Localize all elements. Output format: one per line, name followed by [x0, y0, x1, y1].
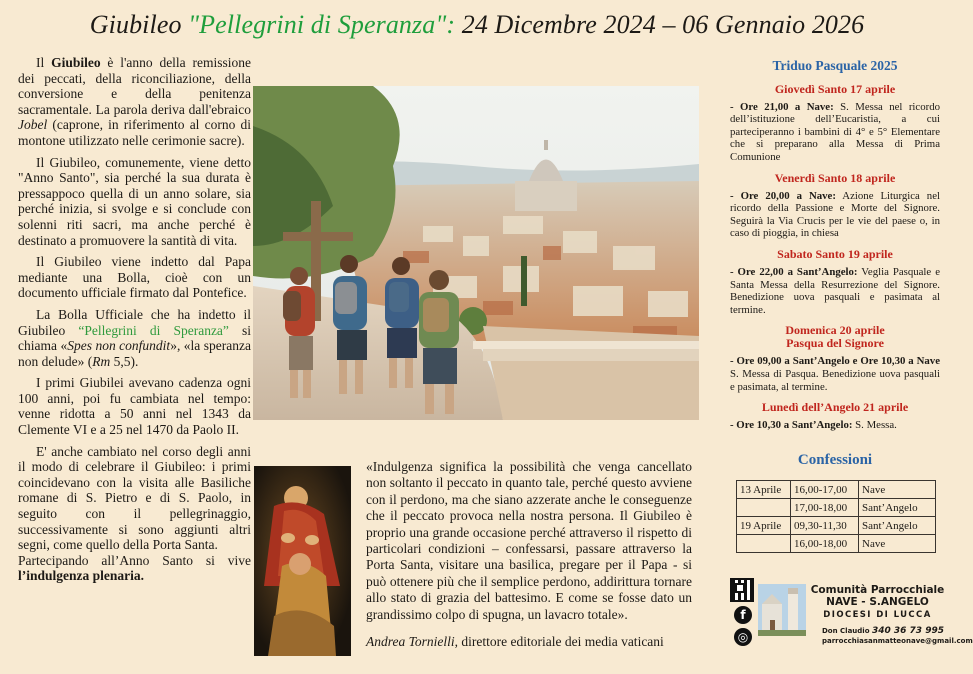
conf-time: 16,00-17,00	[791, 481, 859, 499]
intro-paragraph: Il Giubileo viene indetto dal Papa mediante una Bolla, cioè con un documento ufficiale firmato dal Pontefice.	[18, 254, 251, 301]
page-title	[0, 10, 954, 40]
confessioni-table	[736, 480, 936, 553]
day-event: - Ore 21,00 a Nave: S. Messa nel ricordo dell’istituzione dell’Eucaristia, a cui parteciperanno i bambini di 4° e 5° Elementare che si preparano alla Messa di Prima Comunione	[730, 100, 940, 163]
conf-place: Nave	[859, 481, 936, 499]
intro-paragraph: La Bolla Ufficiale che ha indetto il Giubileo “Pellegrini di Speranza” si chiama «Spes non confundit», «la speranza non delude» (Rm 5,5).	[18, 306, 251, 369]
table-row	[737, 517, 936, 535]
bolla-name: “Pellegrini di Speranza”	[78, 322, 229, 338]
intro-paragraph-final: Partecipando all’Anno Santo si vive l’indulgenza plenaria.	[18, 552, 251, 584]
contact-email[interactable]: parrocchiasanmatteonave@gmail.com	[822, 637, 973, 645]
triduo-title: Triduo Pasquale 2025	[772, 58, 898, 73]
contact-phone[interactable]: 340 36 73 995	[871, 626, 944, 636]
conf-date: 19 Aprile	[737, 517, 791, 535]
church-photo	[758, 584, 806, 636]
day-heading: Lunedì dell’Angelo 21 aprile	[761, 400, 909, 415]
day-event: - Ore 10,30 a Sant’Angelo: S. Messa.	[730, 419, 897, 432]
conf-time: 09,30-11,30	[791, 517, 859, 535]
community-name: Comunità Parrocchiale NAVE - S.ANGELO DIOCESI DI LUCCA	[810, 584, 945, 620]
intro-column	[18, 55, 251, 590]
confessioni-title: Confessioni	[797, 452, 873, 468]
contact-name: Don Claudio	[822, 627, 870, 635]
conf-date	[737, 535, 791, 553]
conf-date	[737, 499, 791, 517]
title-prefix: Giubileo	[89, 10, 189, 39]
facebook-icon[interactable]: f	[734, 606, 752, 624]
intro-paragraph: E' anche cambiato nel corso degli anni il modo di celebrare il Giubileo: i primi coincidevano con la visita alle Basiliche romane di S. Pietro e di S. Paolo, in seguito con il pellegrinaggio, successivamente si sono aggiunti altri segni, come quello della Porta Santa.	[18, 443, 251, 553]
conf-time: 17,00-18,00	[791, 499, 859, 517]
day-heading: Domenica 20 aprile Pasqua del Signore	[785, 323, 885, 351]
conf-time: 16,00-18,00	[791, 535, 859, 553]
day-event: - Ore 22,00 a Sant’Angelo: Veglia Pasquale e Santa Messa della Resurrezione del Signore. Benedizione uova pasquali e pasimata al termine.	[730, 265, 940, 316]
quote-author-name: Andrea Tornielli	[366, 634, 455, 649]
prodigal-son-painting	[254, 466, 351, 656]
day-event: - Ore 20,00 a Nave: Azione Liturgica nel ricordo della Passione e Morte del Signore. Seguirà la Via Crucis per le vie del paese o, in caso di pioggia, in chiesa	[730, 189, 940, 240]
parish-footer	[730, 578, 973, 666]
day-heading: Giovedì Santo 17 aprile	[774, 81, 896, 96]
table-row	[737, 481, 936, 499]
day-heading: Sabato Santo 19 aprile	[777, 246, 893, 261]
day-heading: Venerdì Santo 18 aprile	[774, 170, 896, 185]
intro-paragraph: Il Giubileo, comunemente, viene detto "Anno Santo", sia perché la sua durata è pressappoco quella di un anno solare, sia perché inizia, si svolge e si conclude con solenni riti sacri, ma anche perché è destinato a promuovere la santità di vita.	[18, 154, 251, 248]
qr-code-icon[interactable]	[730, 578, 754, 602]
quote-author-role: , direttore editoriale dei media vaticani	[454, 634, 664, 649]
conf-date: 13 Aprile	[737, 481, 791, 499]
title-dates: 24 Dicembre 2024 – 06 Gennaio 2026	[455, 10, 865, 39]
conf-place: Sant’Angelo	[859, 499, 936, 517]
triduo-column	[730, 60, 940, 440]
conf-place: Nave	[859, 535, 936, 553]
day-event: - Ore 09,00 a Sant’Angelo e Ore 10,30 a Nave S. Messa di Pasqua. Benedizione uova pasquali e pasimata, al termine.	[730, 355, 940, 393]
table-row	[737, 535, 936, 553]
intro-paragraph: I primi Giubilei avevano cadenza ogni 100 anni, poi fu cambiata nel tempo: venne ridotta a 50 anni nel 1343 da Clemente VI e a 25 nel 1470 da Paolo II.	[18, 375, 251, 438]
quote-author	[366, 634, 696, 650]
contact-info	[822, 626, 973, 646]
intro-paragraph: Il Giubileo è l'anno della remissione dei peccati, della riconciliazione, della conversione e della penitenza sacramentale. La parola deriva dall'ebraico Jobel (caprone, in riferimento al corno di montone utilizzato nelle cerimonie sacre).	[18, 55, 251, 148]
title-jubilee-name: "Pellegrini di Speranza":	[188, 10, 456, 39]
pilgrims-rome-painting	[253, 86, 699, 420]
table-row	[737, 499, 936, 517]
indulgence-quote: «Indulgenza significa la possibilità che venga cancellato non soltanto il peccato in quanto tale, perché questo avviene con il perdono, ma che siano azzerate anche le conseguenze che il peccato provoca nella nostra persona. Il Giubileo è proprio una grande occasione perché attraverso il rispetto di particolari condizioni – confessarsi, passare attraverso la Porta Santa, visitare una basilica, pregare per il Papa - si può ottenere più che il semplice perdono, addirittura tornare allo stato di grazia del battesimo. E come se fosse dato un grandissimo colpo di spugna, un lavacro totale».	[366, 459, 692, 622]
instagram-icon[interactable]: ◎	[734, 628, 752, 646]
conf-place: Sant’Angelo	[859, 517, 936, 535]
term-giubileo: Giubileo	[51, 55, 101, 70]
